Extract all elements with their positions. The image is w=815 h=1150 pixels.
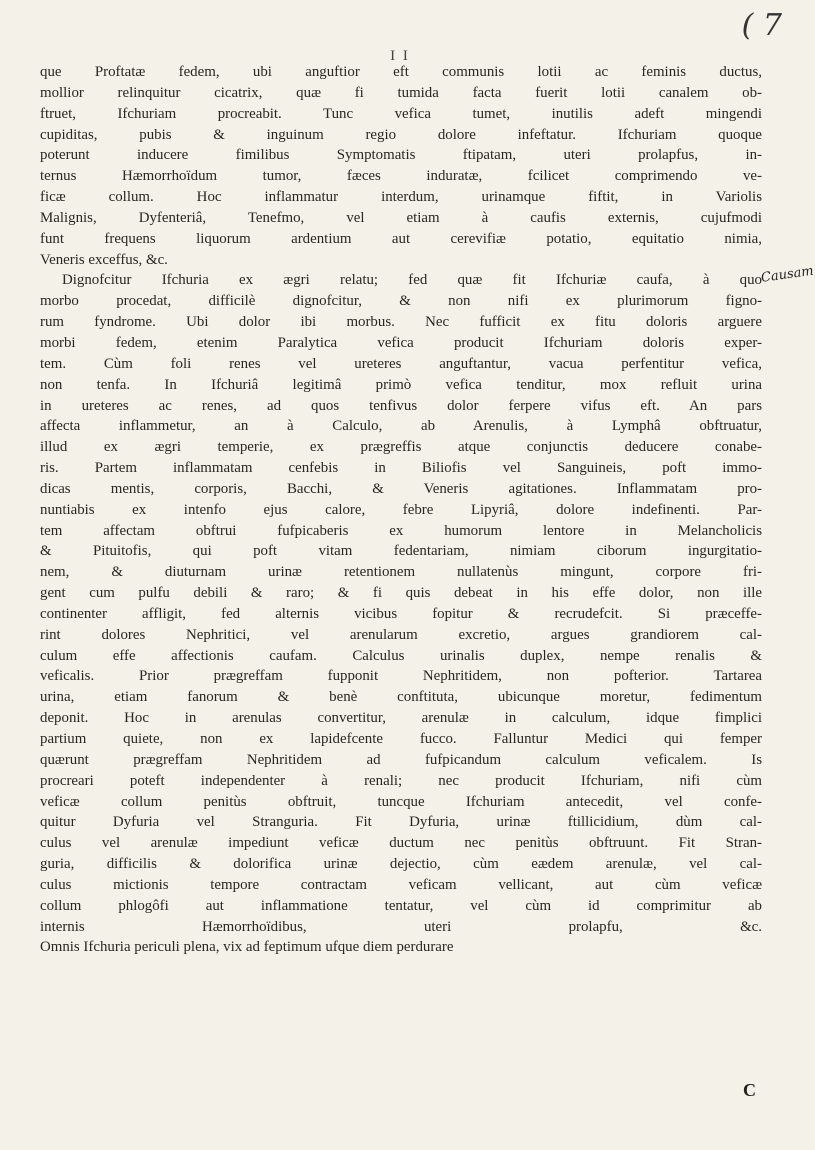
- text-line: urina, etiam fanorum & benè conftituta, ubicunque moretur, fedimentum: [40, 689, 762, 706]
- text-line: cupiditas, pubis & inguinum regio dolore infeftatur. Ifchuriam quoque: [40, 126, 762, 143]
- margin-note: Causam: [760, 263, 815, 286]
- text-line: quærunt prægreffam Nephritidem ad fufpicandum calculum veficalem. Is: [40, 751, 762, 768]
- text-line: ficæ collum. Hoc inflammatur interdum, urinamque fiftit, in Variolis: [40, 189, 762, 206]
- text-line: Dignofcitur Ifchuria ex ægri relatu; fed quæ fit Ifchuriæ caufa, à quo: [62, 272, 762, 289]
- text-line: funt frequens liquorum ardentium aut cerevifiæ potatio, equitatio nimia,: [40, 230, 762, 247]
- text-line: culus vel arenulæ impediunt veficæ ductum nec penitùs obftruunt. Fit Stran-: [40, 835, 762, 852]
- text-line: veficalis. Prior prægreffam fupponit Nephritidem, non pofterior. Tartarea: [40, 668, 762, 685]
- text-line: non tenfa. In Ifchuriâ legitimâ primò vefica tenditur, mox refluit urina: [40, 376, 762, 393]
- text-line: guria, difficilis & dolorifica urinæ dejectio, cùm eædem arenulæ, vel cal-: [40, 856, 762, 873]
- text-line: poterunt inducere fimilibus Symptomatis ftipatam, uteri prolapfus, in-: [40, 147, 762, 164]
- text-line: morbo procedat, difficilè dignofcitur, & non nifi ex plurimorum figno-: [40, 293, 762, 310]
- text-line: tem. Cùm foli renes vel ureteres anguftantur, vacua perfentitur vefica,: [40, 355, 762, 372]
- text-line: dicas mentis, corporis, Bacchi, & Veneris agitationes. Inflammatam pro-: [40, 480, 762, 497]
- text-line: nem, & diuturnam urinæ retentionem nullatenùs mingunt, corpore fri-: [40, 564, 762, 581]
- text-line: ternus Hæmorrhoïdum tumor, fæces induratæ, fcilicet comprimendo ve-: [40, 168, 762, 185]
- text-line: ris. Partem inflammatam cenfebis in Biliofis vel Sanguineis, poft immo-: [40, 460, 762, 477]
- text-line: tem affectam obftrui fufpicaberis ex humorum lentore in Melancholicis: [40, 522, 762, 539]
- text-line: in ureteres ac renes, ad quos tenfivus dolor ferpere vifus eft. An pars: [40, 397, 762, 414]
- corner-mark: ( 7: [741, 8, 782, 43]
- text-line: collum phlogôfi aut inflammatione tentatur, vel cùm id comprimitur ab: [40, 897, 762, 914]
- text-line: & Pituitofis, qui poft vitam fedentariam, nimiam ciborum ingurgitatio-: [40, 543, 762, 560]
- text-line: procreari poteft independenter à renali; nec producit Ifchuriam, nifi cùm: [40, 772, 762, 789]
- text-line: quitur Dyfuria vel Stranguria. Fit Dyfuria, urinæ ftillicidium, dùm cal-: [40, 814, 762, 831]
- text-line: Malignis, Dyfenteriâ, Tenefmo, vel etiam à caufis externis, cujufmodi: [40, 209, 762, 226]
- text-line: illud ex ægri temperie, ex prægreffis atque conjunctis deducere conabe-: [40, 439, 762, 456]
- text-line: culum effe affectionis caufam. Calculus urinalis duplex, nempe renalis &: [40, 647, 762, 664]
- text-line: culus mictionis tempore contractam veficam vellicant, aut cùm veficæ: [40, 876, 762, 893]
- catchword: C: [743, 1080, 756, 1100]
- text-line: ftruet, Ifchuriam procreabit. Tunc vefica tumet, inutilis adeft mingendi: [40, 105, 762, 122]
- text-line: Omnis Ifchuria periculi plena, vix ad feptimum ufque diem perdurare: [40, 939, 454, 956]
- text-line: rint dolores Nephritici, vel arenularum excretio, argues grandiorem cal-: [40, 626, 762, 643]
- text-line: continenter affligit, fed alternis vicibus fopitur & recrudefcit. Si præceffe-: [40, 605, 762, 622]
- text-line: mollior relinquitur cicatrix, quæ fi tumida facta fuerit lotii canalem ob-: [40, 84, 762, 101]
- text-line: affecta inflammetur, an à Calculo, ab Arenulis, à Lymphâ obftruatur,: [40, 418, 762, 435]
- text-line: deponit. Hoc in arenulas convertitur, arenulæ in calculum, idque fimplici: [40, 710, 762, 727]
- text-line: partium quiete, non ex lapidefcente fucco. Falluntur Medici qui femper: [40, 731, 762, 747]
- text-line: nuntiabis ex intenfo ejus calore, febre Lipyriâ, dolore indefinenti. Par-: [40, 501, 762, 518]
- text-line: que Proftatæ fedem, ubi anguftior eft communis lotii ac feminis ductus,: [40, 64, 762, 80]
- text-line: veficæ collum penitùs obftruit, tuncque Ifchuriam antecedit, vel confe-: [40, 793, 762, 810]
- text-line: rum fyndrome. Ubi dolor ibi morbus. Nec fufficit ex fitu doloris arguere: [40, 314, 762, 331]
- text-line: morbi fedem, etenim Paralytica vefica producit Ifchuriam doloris exper-: [40, 334, 762, 351]
- page-number: I I: [390, 48, 410, 64]
- text-line: internis Hæmorrhoïdibus, uteri prolapfu, &c.: [40, 918, 762, 935]
- text-line: Veneris exceffus, &c.: [40, 251, 168, 268]
- body-text: [40, 62, 762, 958]
- text-line: gent cum pulfu debili & raro; & fi quis debeat in his effe dolor, non ille: [40, 585, 762, 602]
